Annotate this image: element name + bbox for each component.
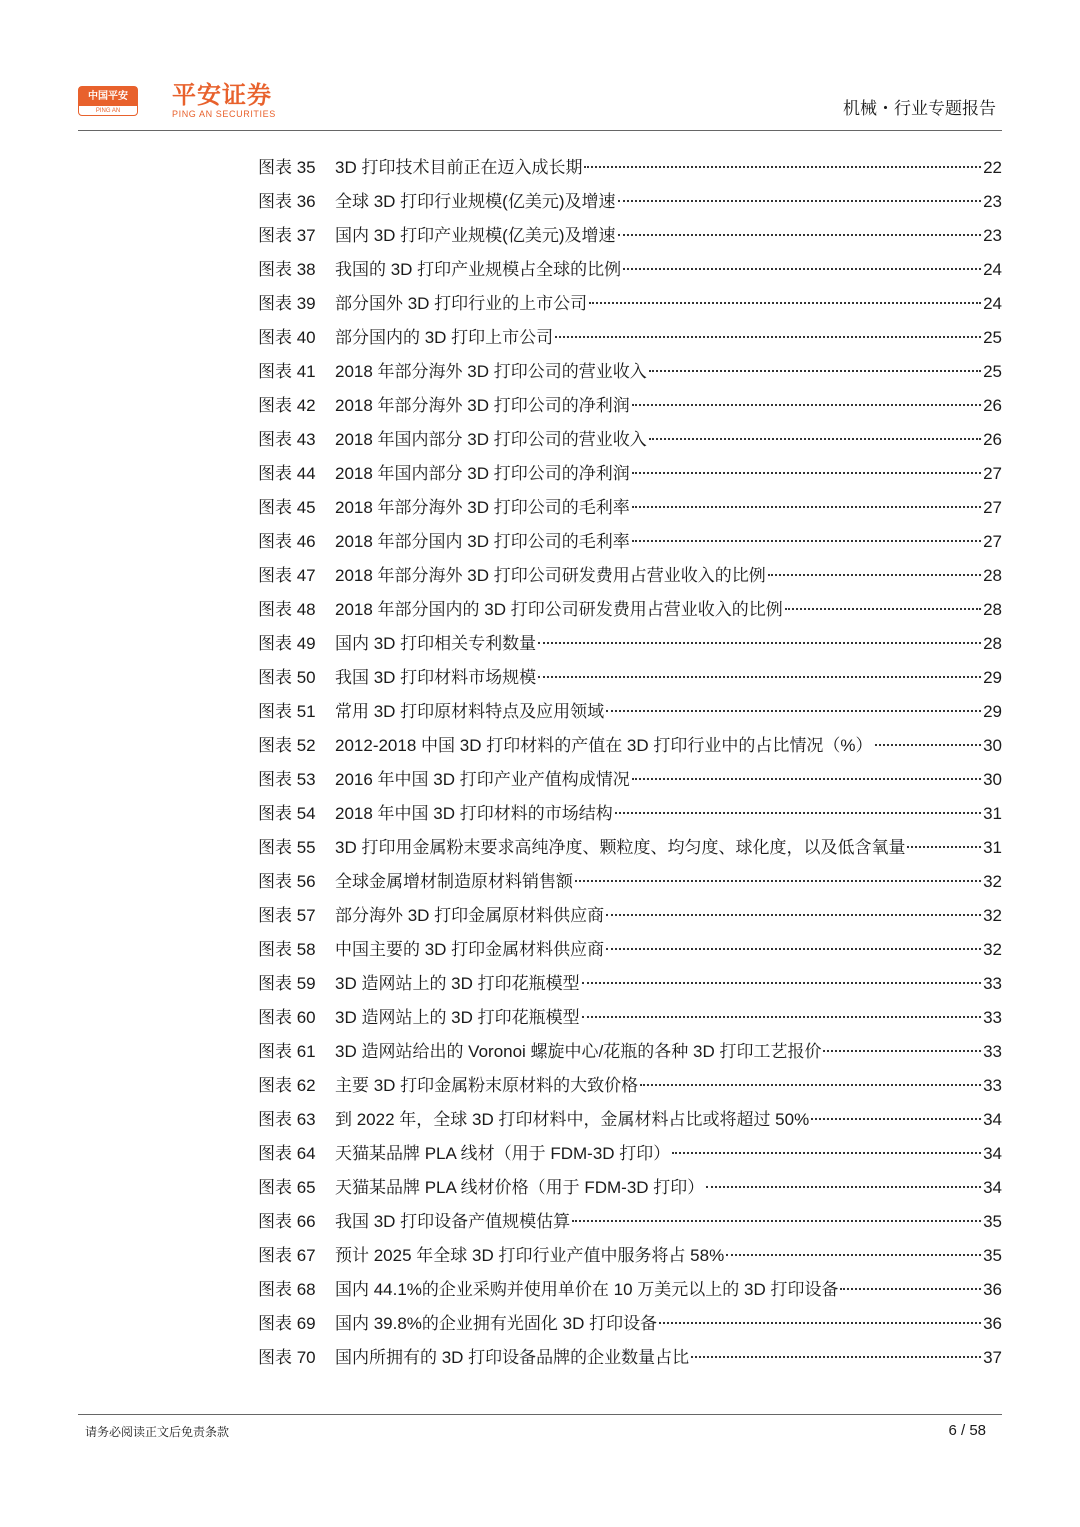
toc-entry-title: 常用 3D 打印原材料特点及应用领域 [335,702,605,721]
toc-entry[interactable] [258,1001,1002,1035]
toc-entry[interactable] [258,1035,1002,1069]
toc-dot-leader [589,302,981,304]
toc-entry-page: 29 [983,668,1002,687]
toc-entry[interactable] [258,423,1002,457]
toc-entry-page: 33 [983,1076,1002,1095]
toc-dot-leader [649,438,981,440]
toc-entry-page: 25 [983,362,1002,381]
toc-entry-title: 天猫某品牌 PLA 线材（用于 FDM-3D 打印） [335,1144,671,1163]
toc-dot-leader [632,506,981,508]
toc-entry-page: 36 [983,1280,1002,1299]
toc-dot-leader [632,472,981,474]
brand-name-en: PING AN SECURITIES [172,109,276,119]
toc-entry-title: 2012-2018 中国 3D 打印材料的产值在 3D 打印行业中的占比情况（%） [335,736,873,755]
toc-entry-page: 27 [983,498,1002,517]
toc-entry-page: 33 [983,1042,1002,1061]
toc-entry-label: 图表 35 [258,158,316,177]
toc-entry-page: 24 [983,260,1002,279]
toc-entry-title: 中国主要的 3D 打印金属材料供应商 [335,940,605,959]
toc-dot-leader [555,336,981,338]
toc-entry-page: 23 [983,192,1002,211]
toc-entry-title: 2018 年部分海外 3D 打印公司的毛利率 [335,498,630,517]
toc-dot-leader [606,914,981,916]
toc-entry-label: 图表 66 [258,1212,316,1231]
toc-entry[interactable] [258,967,1002,1001]
toc-dot-leader [907,846,981,848]
toc-entry-label: 图表 57 [258,906,316,925]
toc-entry[interactable] [258,661,1002,695]
toc-entry[interactable] [258,865,1002,899]
toc-entry[interactable] [258,797,1002,831]
toc-entry[interactable] [258,1273,1002,1307]
toc-entry-label: 图表 48 [258,600,316,619]
toc-entry-title: 预计 2025 年全球 3D 打印行业产值中服务将占 58% [335,1246,725,1265]
toc-entry[interactable] [258,253,1002,287]
logo-top-text: 中国平安 [79,87,137,106]
toc-entry-title: 2018 年部分海外 3D 打印公司的营业收入 [335,362,647,381]
footer-divider [78,1414,1002,1415]
toc-entry-title: 部分国内的 3D 打印上市公司 [335,328,554,347]
toc-entry-label: 图表 46 [258,532,316,551]
toc-entry-label: 图表 68 [258,1280,316,1299]
toc-entry-page: 32 [983,940,1002,959]
toc-entry-page: 26 [983,430,1002,449]
toc-entry[interactable] [258,491,1002,525]
toc-entry-label: 图表 62 [258,1076,316,1095]
toc-dot-leader [672,1152,981,1154]
toc-entry-page: 25 [983,328,1002,347]
toc-entry-label: 图表 70 [258,1348,316,1367]
toc-entry-page: 24 [983,294,1002,313]
toc-entry[interactable] [258,1239,1002,1273]
report-type: 机械・行业专题报告 [843,99,996,118]
toc-entry-title: 3D 造网站上的 3D 打印花瓶模型 [335,974,580,993]
toc-entry-page: 31 [983,804,1002,823]
header-divider [78,130,1002,131]
toc-entry-page: 34 [983,1110,1002,1129]
toc-dot-leader [615,812,981,814]
toc-entry-label: 图表 37 [258,226,316,245]
toc-entry-page: 34 [983,1178,1002,1197]
toc-dot-leader [584,166,981,168]
page-number: 6 / 58 [948,1422,986,1439]
toc-entry-page: 31 [983,838,1002,857]
toc-entry-title: 我国的 3D 打印产业规模占全球的比例 [335,260,622,279]
toc-dot-leader [706,1186,981,1188]
toc-entry-title: 2018 年部分国内的 3D 打印公司研发费用占营业收入的比例 [335,600,783,619]
toc-entry-page: 29 [983,702,1002,721]
toc-entry-label: 图表 42 [258,396,316,415]
toc-entry[interactable] [258,389,1002,423]
toc-entry[interactable] [258,899,1002,933]
toc-entry-title: 国内所拥有的 3D 打印设备品牌的企业数量占比 [335,1348,690,1367]
toc-dot-leader [875,744,982,746]
toc-entry-page: 34 [983,1144,1002,1163]
toc-entry-page: 36 [983,1314,1002,1333]
toc-entry-page: 30 [983,770,1002,789]
toc-dot-leader [840,1288,981,1290]
toc-entry-title: 2018 年部分海外 3D 打印公司的净利润 [335,396,630,415]
toc-entry-label: 图表 54 [258,804,316,823]
toc-entry-page: 32 [983,872,1002,891]
toc-entry-label: 图表 55 [258,838,316,857]
footer-disclaimer: 请务必阅读正文后免责条款 [85,1425,230,1439]
toc-entry-label: 图表 65 [258,1178,316,1197]
toc-dot-leader [632,540,981,542]
toc-entry-label: 图表 41 [258,362,316,381]
toc-dot-leader [538,676,981,678]
toc-dot-leader [582,1016,981,1018]
toc-entry-page: 28 [983,600,1002,619]
toc-entry-label: 图表 47 [258,566,316,585]
toc-entry[interactable] [258,933,1002,967]
toc-entry-label: 图表 53 [258,770,316,789]
toc-entry-page: 27 [983,464,1002,483]
toc-entry-title: 我国 3D 打印设备产值规模估算 [335,1212,571,1231]
toc-entry[interactable] [258,525,1002,559]
toc-entry-page: 32 [983,906,1002,925]
toc-entry-title: 部分海外 3D 打印金属原材料供应商 [335,906,605,925]
toc-entry-label: 图表 39 [258,294,316,313]
toc-entry[interactable] [258,695,1002,729]
toc-entry[interactable] [258,355,1002,389]
toc-entry-label: 图表 58 [258,940,316,959]
toc-entry[interactable] [258,559,1002,593]
toc-entry-label: 图表 51 [258,702,316,721]
toc-entry-title: 天猫某品牌 PLA 线材价格（用于 FDM-3D 打印） [335,1178,705,1197]
toc-entry-title: 2016 年中国 3D 打印产业产值构成情况 [335,770,630,789]
toc-entry-label: 图表 40 [258,328,316,347]
toc-dot-leader [623,268,981,270]
toc-entry[interactable] [258,1069,1002,1103]
toc-dot-leader [618,200,982,202]
toc-dot-leader [632,778,981,780]
toc-dot-leader [632,404,981,406]
toc-entry-label: 图表 49 [258,634,316,653]
toc-entry-title: 3D 造网站上的 3D 打印花瓶模型 [335,1008,580,1027]
toc-entry-label: 图表 45 [258,498,316,517]
toc-dot-leader [572,1220,981,1222]
toc-dot-leader [618,234,982,236]
toc-entry-page: 28 [983,634,1002,653]
toc-entry-page: 26 [983,396,1002,415]
toc-entry-label: 图表 38 [258,260,316,279]
toc-dot-leader [691,1356,981,1358]
toc-entry-title: 2018 年部分国内 3D 打印公司的毛利率 [335,532,630,551]
toc-entry-label: 图表 63 [258,1110,316,1129]
toc-entry-title: 3D 打印技术目前正在迈入成长期 [335,158,583,177]
toc-entry[interactable] [258,457,1002,491]
toc-entry-title: 3D 造网站给出的 Voronoi 螺旋中心/花瓶的各种 3D 打印工艺报价 [335,1042,822,1061]
toc-entry-label: 图表 69 [258,1314,316,1333]
toc-dot-leader [659,1322,981,1324]
toc-entry-title: 到 2022 年，全球 3D 打印材料中，金属材料占比或将超过 50% [335,1110,810,1129]
toc-entry-label: 图表 60 [258,1008,316,1027]
toc-entry-label: 图表 64 [258,1144,316,1163]
toc-entry-page: 35 [983,1212,1002,1231]
toc-entry-title: 3D 打印用金属粉末要求高纯净度、颗粒度、均匀度、球化度，以及低含氧量 [335,838,906,857]
toc-dot-leader [823,1050,981,1052]
toc-entry-title: 全球 3D 打印行业规模(亿美元)及增速 [335,192,616,211]
toc-entry-page: 22 [983,158,1002,177]
toc-entry[interactable] [258,593,1002,627]
toc-entry-title: 我国 3D 打印材料市场规模 [335,668,537,687]
toc-entry[interactable] [258,627,1002,661]
toc-dot-leader [640,1084,981,1086]
toc-entry[interactable] [258,1137,1002,1171]
toc-entry-page: 23 [983,226,1002,245]
toc-entry-title: 部分国外 3D 打印行业的上市公司 [335,294,588,313]
toc-entry[interactable] [258,1307,1002,1341]
toc-entry[interactable] [258,1341,1002,1375]
toc-entry-label: 图表 52 [258,736,316,755]
toc-entry-title: 2018 年国内部分 3D 打印公司的营业收入 [335,430,647,449]
toc-entry-page: 35 [983,1246,1002,1265]
toc-entry-title: 国内 3D 打印产业规模(亿美元)及增速 [335,226,616,245]
toc-entry[interactable] [258,321,1002,355]
toc-dot-leader [606,710,981,712]
toc-dot-leader [811,1118,981,1120]
figure-index-list [258,151,1002,1375]
toc-entry-title: 2018 年国内部分 3D 打印公司的净利润 [335,464,630,483]
toc-entry-title: 主要 3D 打印金属粉末原材料的大致价格 [335,1076,639,1095]
page-header [0,0,1080,130]
toc-dot-leader [538,642,981,644]
toc-dot-leader [726,1254,981,1256]
toc-entry-title: 国内 39.8%的企业拥有光固化 3D 打印设备 [335,1314,658,1333]
toc-entry[interactable] [258,151,1002,185]
toc-dot-leader [649,370,981,372]
toc-entry-title: 2018 年中国 3D 打印材料的市场结构 [335,804,613,823]
toc-entry-page: 37 [983,1348,1002,1367]
ping-an-logo [78,86,138,116]
toc-entry[interactable] [258,1171,1002,1205]
toc-entry-page: 27 [983,532,1002,551]
toc-entry[interactable] [258,287,1002,321]
toc-entry-label: 图表 36 [258,192,316,211]
toc-dot-leader [582,982,981,984]
toc-entry-label: 图表 59 [258,974,316,993]
logo-bottom-text: PING AN [95,108,121,114]
toc-entry-label: 图表 67 [258,1246,316,1265]
toc-entry-page: 30 [983,736,1002,755]
toc-dot-leader [575,880,981,882]
toc-entry-title: 国内 3D 打印相关专利数量 [335,634,537,653]
toc-entry-page: 28 [983,566,1002,585]
toc-entry-title: 2018 年部分海外 3D 打印公司研发费用占营业收入的比例 [335,566,766,585]
toc-entry-page: 33 [983,1008,1002,1027]
toc-entry-label: 图表 56 [258,872,316,891]
toc-entry[interactable] [258,1205,1002,1239]
toc-dot-leader [606,948,981,950]
toc-entry[interactable] [258,185,1002,219]
brand-name-cn: 平安证券 [172,82,272,109]
toc-entry[interactable] [258,831,1002,865]
toc-entry[interactable] [258,763,1002,797]
toc-entry-title: 全球金属增材制造原材料销售额 [335,872,573,891]
toc-entry[interactable] [258,729,1002,763]
toc-entry-label: 图表 61 [258,1042,316,1061]
toc-dot-leader [768,574,981,576]
toc-entry-page: 33 [983,974,1002,993]
toc-entry-label: 图表 50 [258,668,316,687]
toc-entry[interactable] [258,219,1002,253]
toc-entry-title: 国内 44.1%的企业采购并使用单价在 10 万美元以上的 3D 打印设备 [335,1280,839,1299]
toc-entry[interactable] [258,1103,1002,1137]
toc-entry-label: 图表 43 [258,430,316,449]
toc-entry-label: 图表 44 [258,464,316,483]
toc-dot-leader [785,608,981,610]
